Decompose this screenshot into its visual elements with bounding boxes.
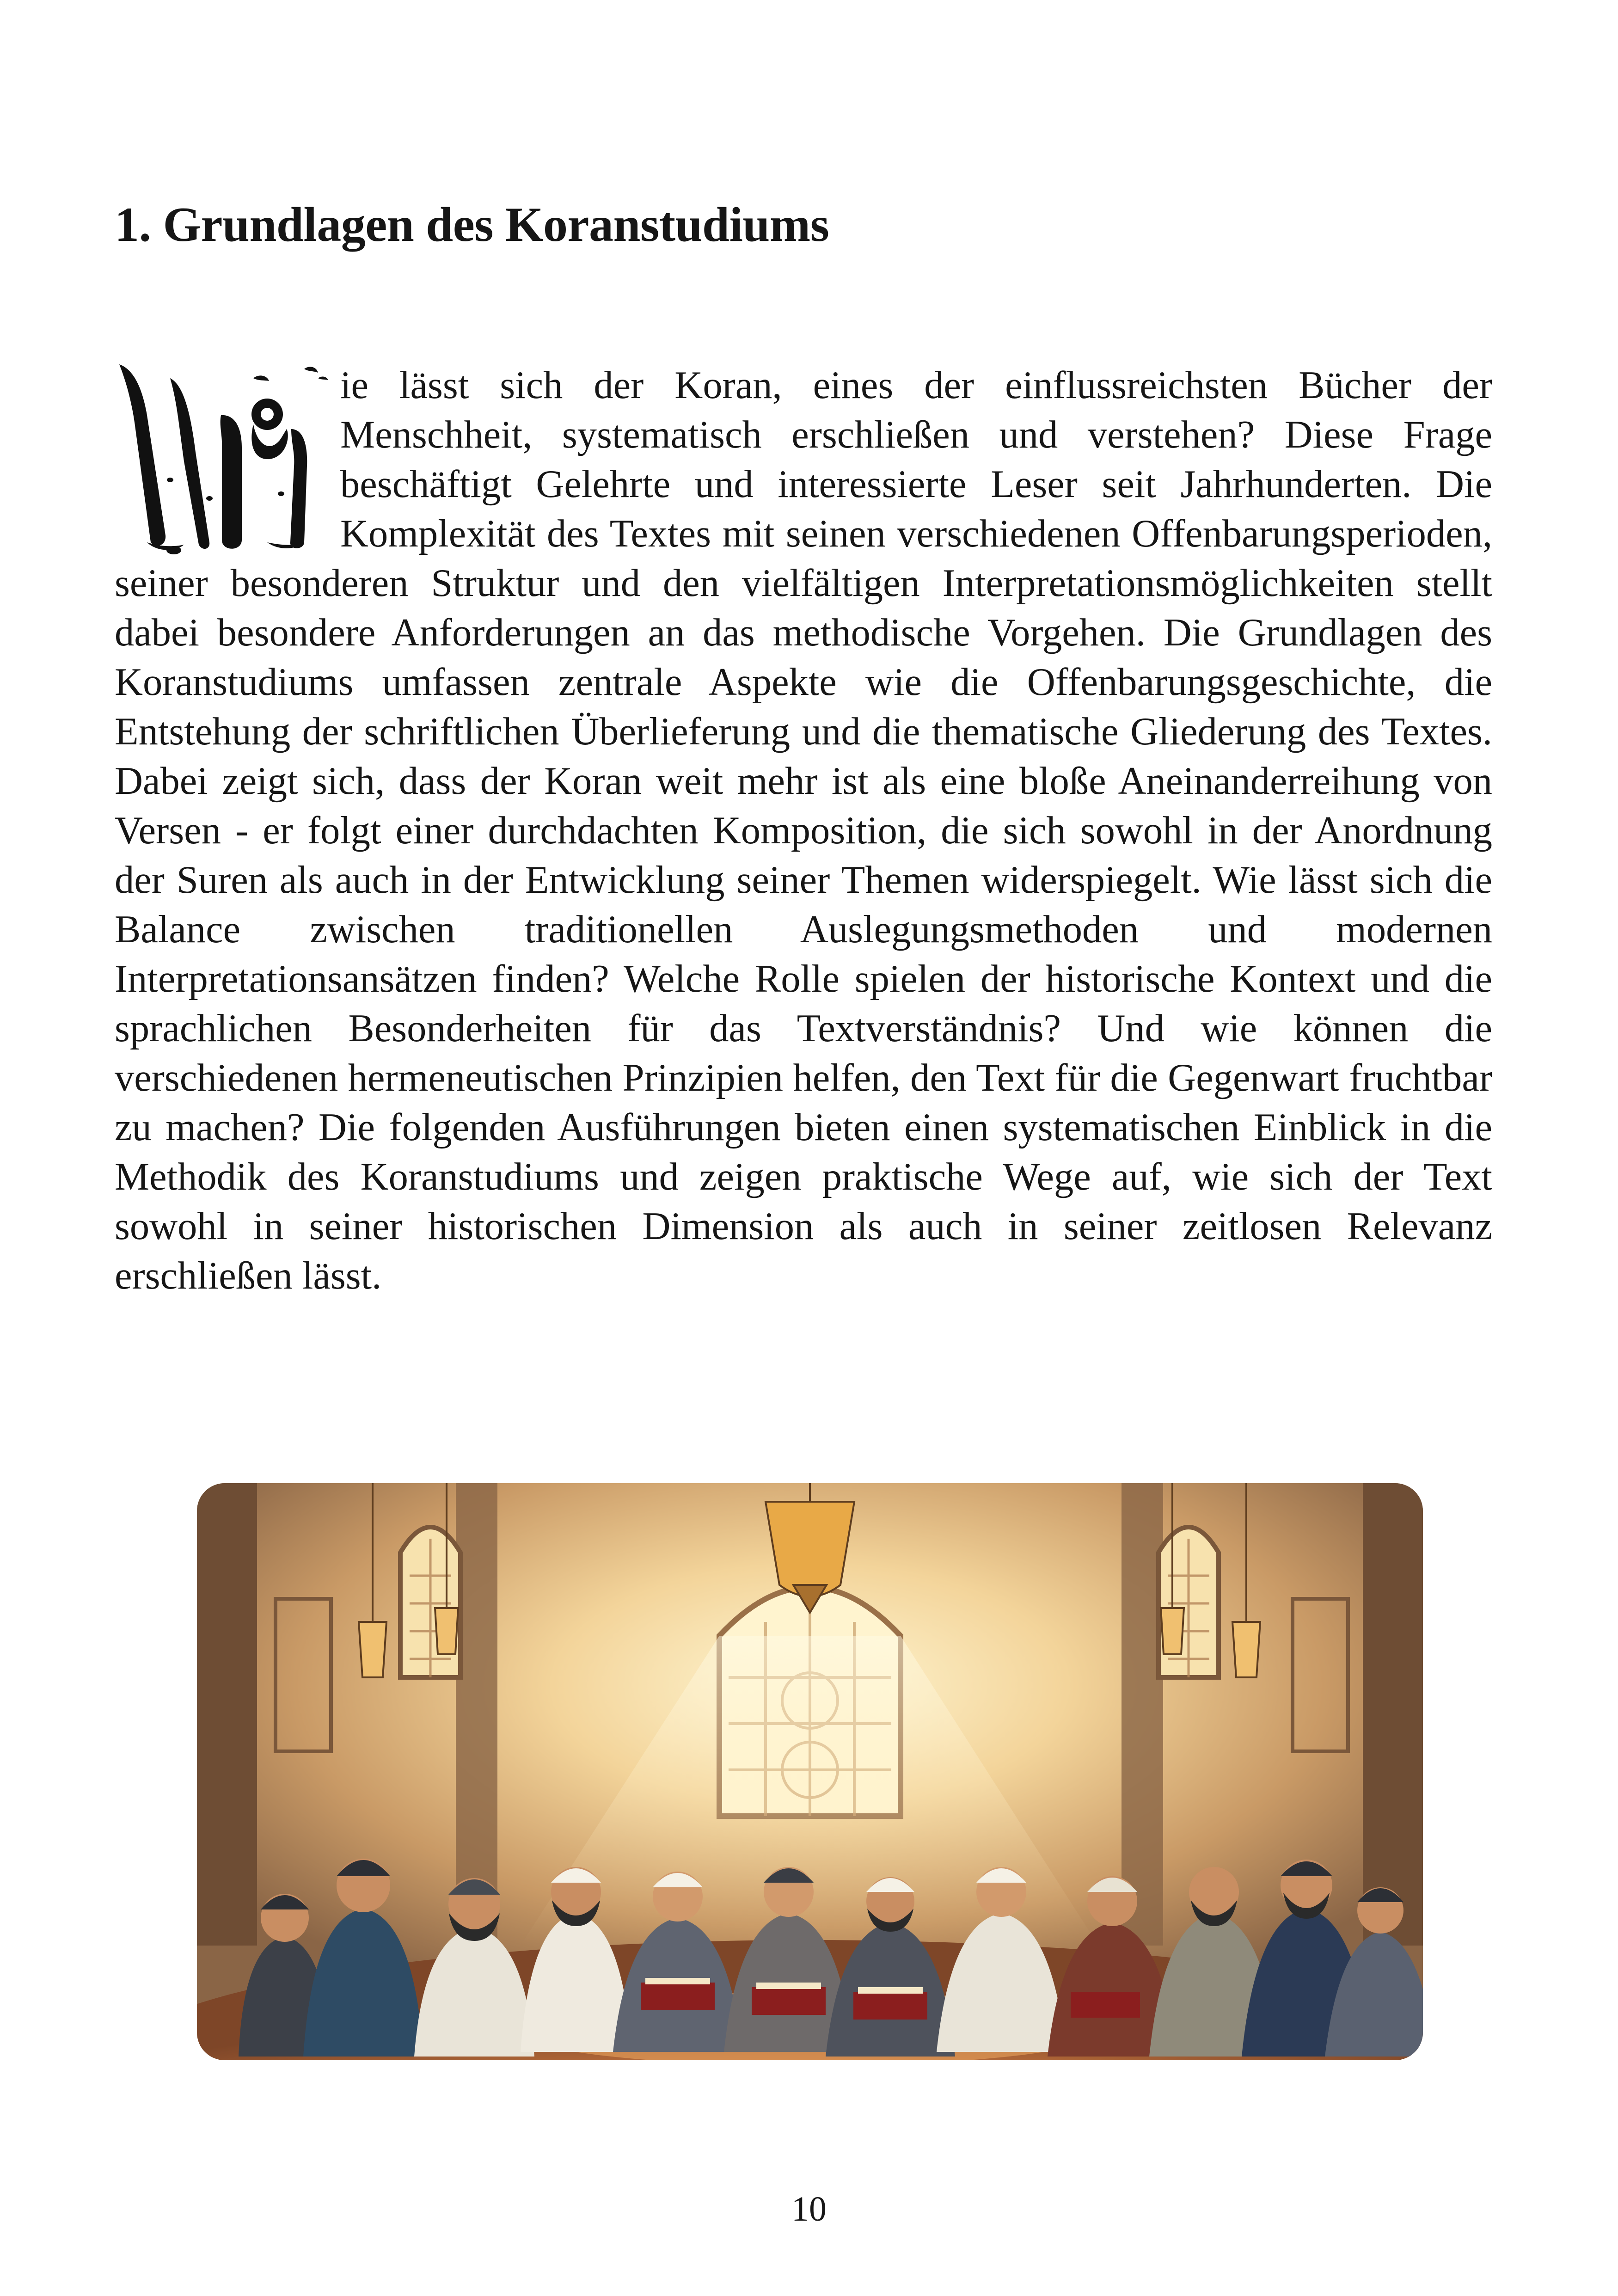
body-text: ie lässt sich der Koran, eines der einflussreichsten Bücher der Menschheit, systematisch erschließen und verstehen? Diese Frage beschäftigt Gelehrte und interessierte Leser seit Jahrhunderten. Die Komplexität des Textes mit seinen verschiedenen Offenbarungsperioden, seiner besonderen Struktur und den vielfältigen Interpretationsmöglichkeiten stellt dabei besondere Anforderungen an das methodische Vorgehen. Die Grundlagen des Koranstudiums umfassen zentrale Aspekte wie die Offenbarungsgeschichte, die Entstehung der schriftlichen Überlieferung und die thematische Gliederung des Textes. Dabei zeigt sich, dass der Koran weit mehr ist als eine bloße Aneinanderreihung von Versen - er folgt einer durchdachten Komposition, die sich sowohl in der Anordnung der Suren als auch in der Entwicklung seiner Themen widerspiegelt. Wie lässt sich die Balance zwischen traditionellen Auslegungsmethoden und modernen Interpretationsansätzen finden? Welche Rolle spielen der historische Kontext und die sprachlichen Besonderheiten für das Textverständnis? Und wie können die verschiedenen hermeneutischen Prinzipien helfen, den Text für die Gegenwart fruchtbar zu machen? Die folgenden Ausführungen bieten einen systematischen Einblick in die Methodik des Koranstudiums und zeigen praktische Wege auf, wie sich der Text sowohl in seiner historischen Dimension als auch in seiner zeitlosen Relevanz erschließen lässt. (115, 364, 1492, 1297)
page-number: 10 (791, 2190, 827, 2228)
section-heading (115, 198, 829, 252)
body-paragraph (115, 361, 1492, 1301)
section-title: Grundlagen des Koranstudiums (163, 197, 829, 252)
mosque-scene-image (197, 1483, 1423, 2060)
calligraphy-dropcap-icon (115, 360, 332, 556)
dropcap-ornament (115, 360, 332, 556)
study-circle-illustration (197, 1483, 1423, 2060)
section-number: 1. (115, 197, 151, 252)
